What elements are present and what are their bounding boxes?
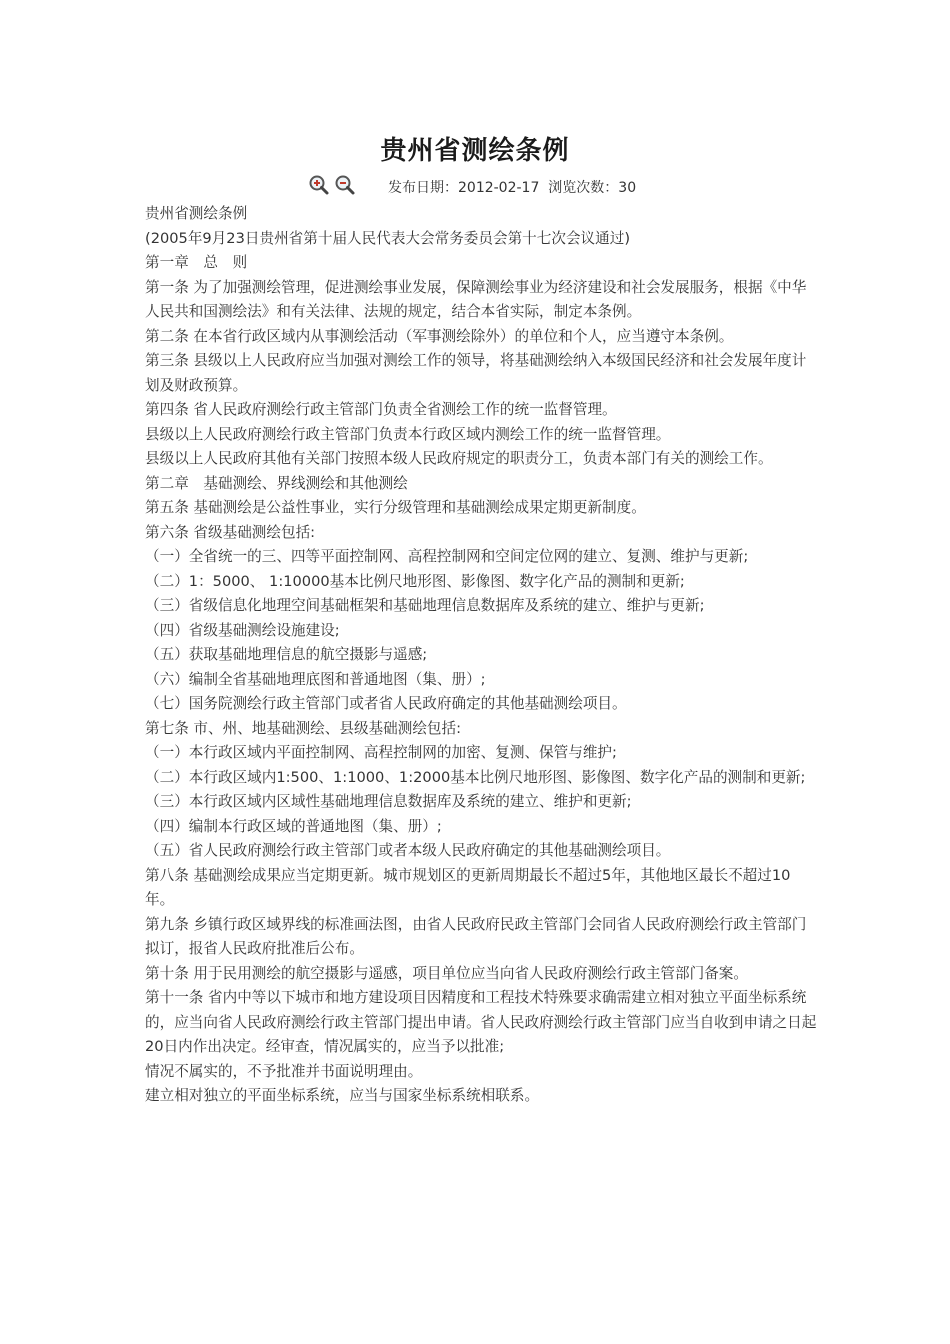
paragraph: 县级以上人民政府测绘行政主管部门负责本行政区域内测绘工作的统一监督管理。 [145,425,671,443]
list-item: （四）编制本行政区域的普通地图（集、册）; [145,817,442,835]
publish-date-label: 发布日期： [388,180,458,196]
paragraph: 建立相对独立的平面坐标系统，应当与国家坐标系统相联系。 [145,1087,540,1104]
zoom-in-icon[interactable] [308,174,330,196]
zoom-out-icon[interactable] [334,174,356,196]
paragraph: 县级以上人民政府其他有关部门按照本级人民政府规定的职责分工，负责本部门有关的测绘工作。 [145,450,773,467]
paragraph: 第七条 市、州、地基础测绘、县级基础测绘包括: [145,719,462,737]
list-item: （四）省级基础测绘设施建设; [145,621,340,639]
list-item: （一）全省统一的三、四等平面控制网、高程控制网和空间定位网的建立、复测、维护与更新; [145,548,749,565]
paragraph: 第三条 县级以上人民政府应当加强对测绘工作的领导，将基础测绘纳入本级国民经济和社会发展年度计划及财政预算。 [145,352,807,394]
paragraph: 第五条 基础测绘是公益性事业，实行分级管理和基础测绘成果定期更新制度。 [145,499,646,516]
list-item: （六）编制全省基础地理底图和普通地图（集、册）; [145,670,486,688]
paragraph: 第二条 在本省行政区域内从事测绘活动（军事测绘除外）的单位和个人，应当遵守本条例。 [145,327,734,345]
paragraph: 第八条 基础测绘成果应当定期更新。城市规划区的更新周期最长不超过5年，其他地区最长不超过10年。 [145,866,791,908]
view-count: 30 [618,180,637,196]
list-item: （二）1：5000、 1:10000基本比例尺地形图、影像图、数字化产品的测制和更新; [145,572,685,590]
view-count-label: 浏览次数： [548,180,619,196]
paragraph: 第九条 乡镇行政区域界线的标准画法图，由省人民政府民政主管部门会同省人民政府测绘行政主管部门拟订，报省人民政府批准后公布。 [145,915,807,957]
list-item: （五）省人民政府测绘行政主管部门或者本级人民政府确定的其他基础测绘项目。 [145,842,671,859]
publish-date: 2012-02-17 [458,180,540,196]
paragraph: 第六条 省级基础测绘包括: [145,523,316,541]
paragraph: 贵州省测绘条例 [145,205,248,222]
article-body [145,202,817,1109]
paragraph: 情况不属实的，不予批准并书面说明理由。 [145,1062,423,1080]
paragraph: (2005年9月23日贵州省第十届人民代表大会常务委员会第十七次会议通过) [145,229,631,247]
list-item: （三）省级信息化地理空间基础框架和基础地理信息数据库及系统的建立、维护与更新; [145,597,705,614]
list-item: （二）本行政区域内1:500、1:1000、1:2000基本比例尺地形图、影像图、数字化产品的测制和更新; [145,768,806,786]
paragraph: 第十一条 省内中等以下城市和地方建设项目因精度和工程技术特殊要求确需建立相对独立平面坐标系统的，应当向省人民政府测绘行政主管部门提出申请。省人民政府测绘行政主管部门应当自收到申请之日起20日内作出决定。经审查，情况属实的，应当予以批准; [145,989,817,1055]
page-title: 贵州省测绘条例 [380,136,570,166]
chapter-heading: 第二章 基础测绘、界线测绘和其他测绘 [145,474,408,492]
chapter-heading: 第一章 总 则 [145,254,248,271]
meta-text [388,177,636,197]
list-item: （七）国务院测绘行政主管部门或者省人民政府确定的其他基础测绘项目。 [145,695,627,712]
paragraph: 第十条 用于民用测绘的航空摄影与遥感，项目单位应当向省人民政府测绘行政主管部门备案。 [145,964,748,982]
list-item: （五）获取基础地理信息的航空摄影与遥感; [145,646,428,663]
article-meta [0,174,950,200]
list-item: （一）本行政区域内平面控制网、高程控制网的加密、复测、保管与维护; [145,744,617,761]
paragraph: 第一条 为了加强测绘管理，促进测绘事业发展，保障测绘事业为经济建设和社会发展服务，根据《中华人民共和国测绘法》和有关法律、法规的规定，结合本省实际，制定本条例。 [145,278,807,320]
paragraph: 第四条 省人民政府测绘行政主管部门负责全省测绘工作的统一监督管理。 [145,401,617,418]
list-item: （三）本行政区域内区域性基础地理信息数据库及系统的建立、维护和更新; [145,793,632,810]
